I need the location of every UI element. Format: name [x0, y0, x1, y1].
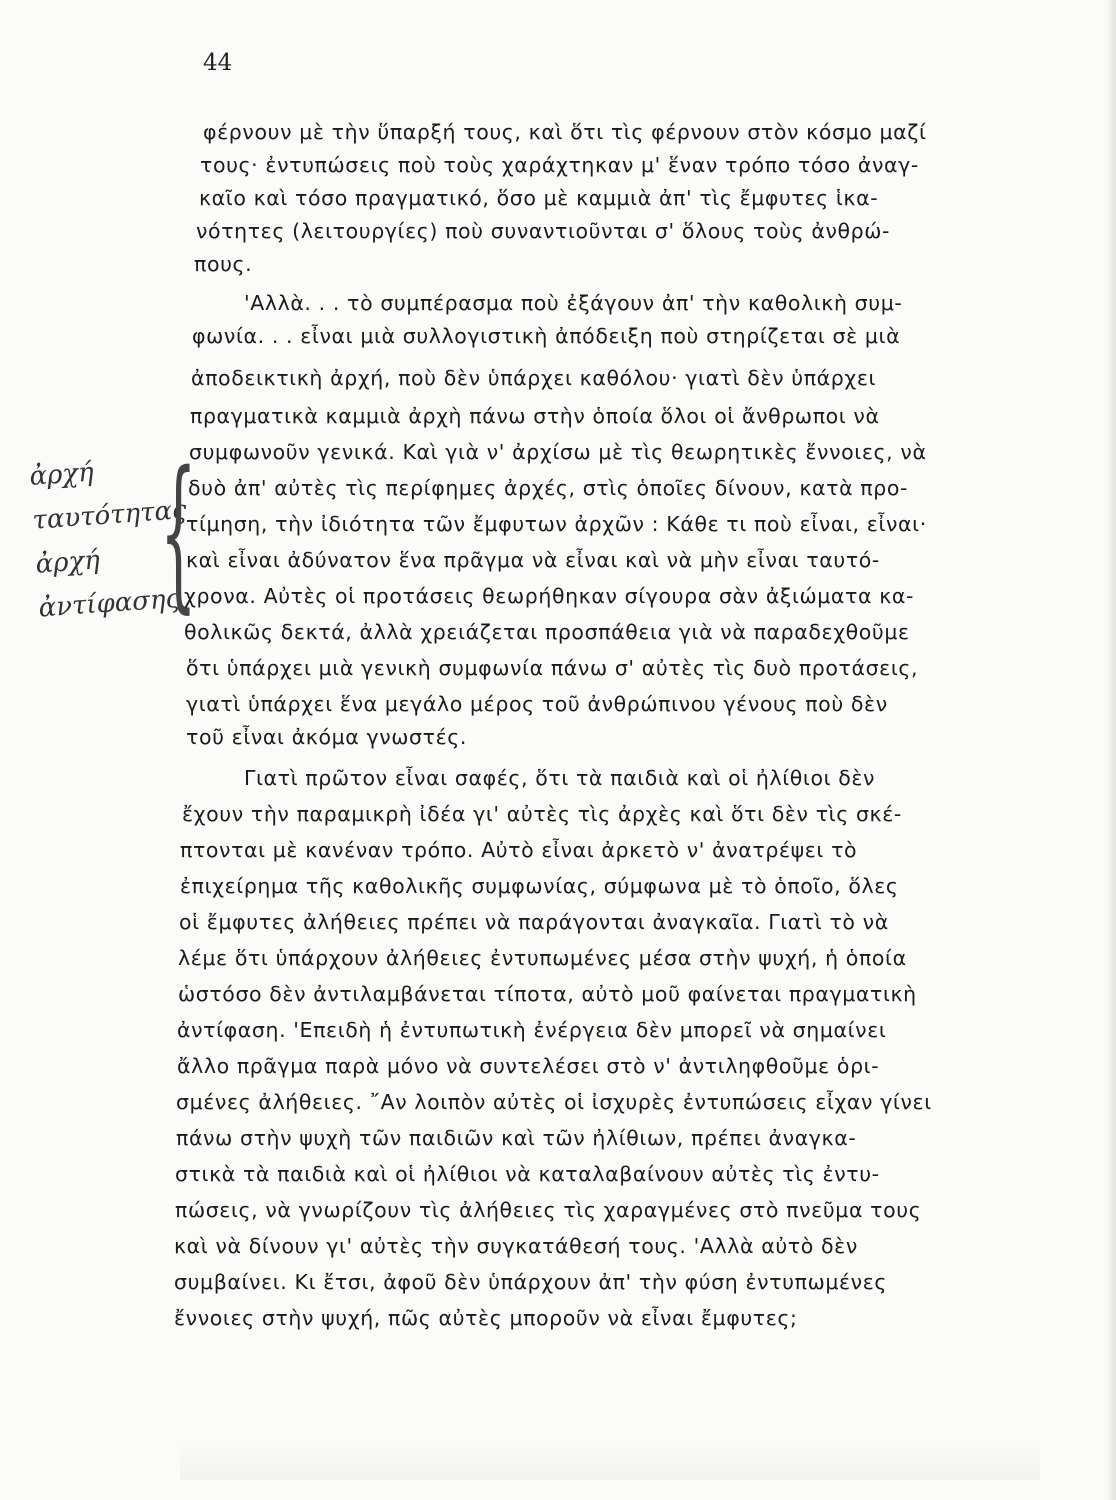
- text-line: δυὸ ἀπ' αὐτὲς τὶς περίφημες ἀρχές, στὶς ὁποῖες δίνουν, κατὰ προ-: [188, 476, 909, 500]
- text-line: ὡστόσο δὲν ἀντιλαμβάνεται τίποτα, αὐτὸ μοῦ φαίνεται πραγματικὴ: [178, 982, 917, 1006]
- text-line: τους· ἐντυπώσεις ποὺ τοὺς χαράχτηκαν μ' ἕναν τρόπο τόσο ἀναγ-: [200, 153, 919, 177]
- text-line: καὶ εἶναι ἀδύνατον ἕνα πρᾶγμα νὰ εἶναι καὶ νὰ μὴν εἶναι ταυτό-: [186, 548, 880, 572]
- text-line: γιατὶ ὑπάρχει ἕνα μεγάλο μέρος τοῦ ἀνθρώπινου γένους ποὺ δὲν: [186, 692, 888, 716]
- page-number: 44: [203, 50, 233, 76]
- text-line: λέμε ὅτι ὑπάρχουν ἀλήθειες ἐντυπωμένες μέσα στὴν ψυχή, ἡ ὁποία: [178, 946, 907, 970]
- text-line: καῖο καὶ τόσο πραγματικό, ὅσο μὲ καμμιὰ ἀπ' τὶς ἔμφυτες ἱκα-: [199, 186, 879, 210]
- margin-note-line: ταυτότητας: [31, 495, 188, 536]
- margin-note-line: ἀρχή: [34, 545, 101, 580]
- text-line: χρονα. Αὐτὲς οἱ προτάσεις θεωρήθηκαν σίγουρα σὰν ἀξιώματα κα-: [184, 584, 914, 608]
- bleed-through-shadow: [180, 1440, 1040, 1480]
- text-line: ἐπιχείρημα τῆς καθολικῆς συμφωνίας, σύμφωνα μὲ τὸ ὁποῖο, ὅλες: [180, 874, 899, 898]
- text-line: ὅτι ὑπάρχει μιὰ γενικὴ συμφωνία πάνω σ' αὐτὲς τὶς δυὸ προτάσεις,: [186, 656, 919, 680]
- text-line: θολικῶς δεκτά, ἀλλὰ χρειάζεται προσπάθεια γιὰ νὰ παραδεχθοῦμε: [184, 620, 910, 644]
- text-line: τίμηση, τὴν ἰδιότητα τῶν ἔμφυτων ἀρχῶν : Κάθε τι ποὺ εἶναι, εἶναι·: [186, 512, 927, 536]
- text-line: στικὰ τὰ παιδιὰ καὶ οἱ ἠλίθιοι νὰ καταλαβαίνουν αὐτὲς τὶς ἐντυ-: [175, 1162, 880, 1186]
- text-line: πραγματικὰ καμμιὰ ἀρχὴ πάνω στὴν ὁποία ὅλοι οἱ ἄνθρωποι νὰ: [190, 404, 880, 428]
- text-line: πάνω στὴν ψυχὴ τῶν παιδιῶν καὶ τῶν ἠλίθιων, πρέπει ἀναγκα-: [176, 1126, 857, 1150]
- text-line: φωνία. . . εἶναι μιὰ συλλογιστικὴ ἀπόδειξη ποὺ στηρίζεται σὲ μιὰ: [192, 324, 901, 348]
- text-line: πώσεις, νὰ γνωρίζουν τὶς ἀλήθειες τὶς χαραγμένες στὸ πνεῦμα τους: [175, 1198, 922, 1222]
- text-line: Γιατὶ πρῶτον εἶναι σαφές, ὅτι τὰ παιδιὰ καὶ οἱ ἠλίθιοι δὲν: [244, 766, 876, 790]
- text-line: συμβαίνει. Κι ἔτσι, ἀφοῦ δὲν ὑπάρχουν ἀπ' τὴν φύση ἐντυπωμένες: [174, 1270, 888, 1294]
- text-line: φέρνουν μὲ τὴν ὕπαρξή τους, καὶ ὅτι τὶς φέρνουν στὸν κόσμο μαζί: [203, 120, 927, 144]
- text-line: σμένες ἀλήθειες. ῎Αν λοιπὸν αὐτὲς οἱ ἰσχυρὲς ἐντυπώσεις εἶχαν γίνει: [176, 1090, 932, 1114]
- text-line: ἄλλο πρᾶγμα παρὰ μόνο νὰ συντελέσει στὸ ν' ἀντιληφθοῦμε ὁρι-: [177, 1054, 880, 1078]
- text-line: ἀποδεικτικὴ ἀρχή, ποὺ δὲν ὑπάρχει καθόλου· γιατὶ δὲν ὑπάρχει: [191, 366, 877, 390]
- text-line: ἀντίφαση. 'Επειδὴ ἡ ἐντυπωτικὴ ἐνέργεια δὲν μπορεῖ νὰ σημαίνει: [177, 1018, 887, 1042]
- text-line: οἱ ἔμφυτες ἀλήθειες πρέπει νὰ παράγονται ἀναγκαῖα. Γιατὶ τὸ νὰ: [179, 910, 889, 934]
- text-line: 'Αλλὰ. . . τὸ συμπέρασμα ποὺ ἐξάγουν ἀπ' τὴν καθολικὴ συμ-: [244, 291, 903, 315]
- text-line: πους.: [194, 252, 253, 276]
- text-line: πτονται μὲ κανέναν τρόπο. Αὐτὸ εἶναι ἀρκετὸ ν' ἀνατρέψει τὸ: [180, 838, 858, 862]
- text-line: καὶ νὰ δίνουν γι' αὐτὲς τὴν συγκατάθεσή τους. 'Αλλὰ αὐτὸ δὲν: [174, 1234, 858, 1258]
- text-line: συμφωνοῦν γενικά. Καὶ γιὰ ν' ἀρχίσω μὲ τὶς θεωρητικὲς ἔννοιες, νὰ: [189, 440, 927, 464]
- margin-note-line: ἀντίφασης: [37, 583, 182, 624]
- text-line: ἔννοιες στὴν ψυχή, πῶς αὐτὲς μποροῦν νὰ εἶναι ἔμφυτες;: [174, 1306, 798, 1330]
- text-line: ἔχουν τὴν παραμικρὴ ἰδέα γι' αὐτὲς τὶς ἀρχὲς καὶ ὅτι δὲν τὶς σκέ-: [182, 802, 902, 826]
- page-spine-shadow: [1106, 0, 1116, 1500]
- text-line: τοῦ εἶναι ἀκόμα γνωστές.: [186, 725, 468, 749]
- margin-brace: {: [160, 436, 197, 628]
- margin-note-line: ἀρχή: [28, 457, 95, 492]
- text-line: νότητες (λειτουργίες) ποὺ συναντιοῦνται σ' ὅλους τοὺς ἀνθρώ-: [196, 219, 891, 243]
